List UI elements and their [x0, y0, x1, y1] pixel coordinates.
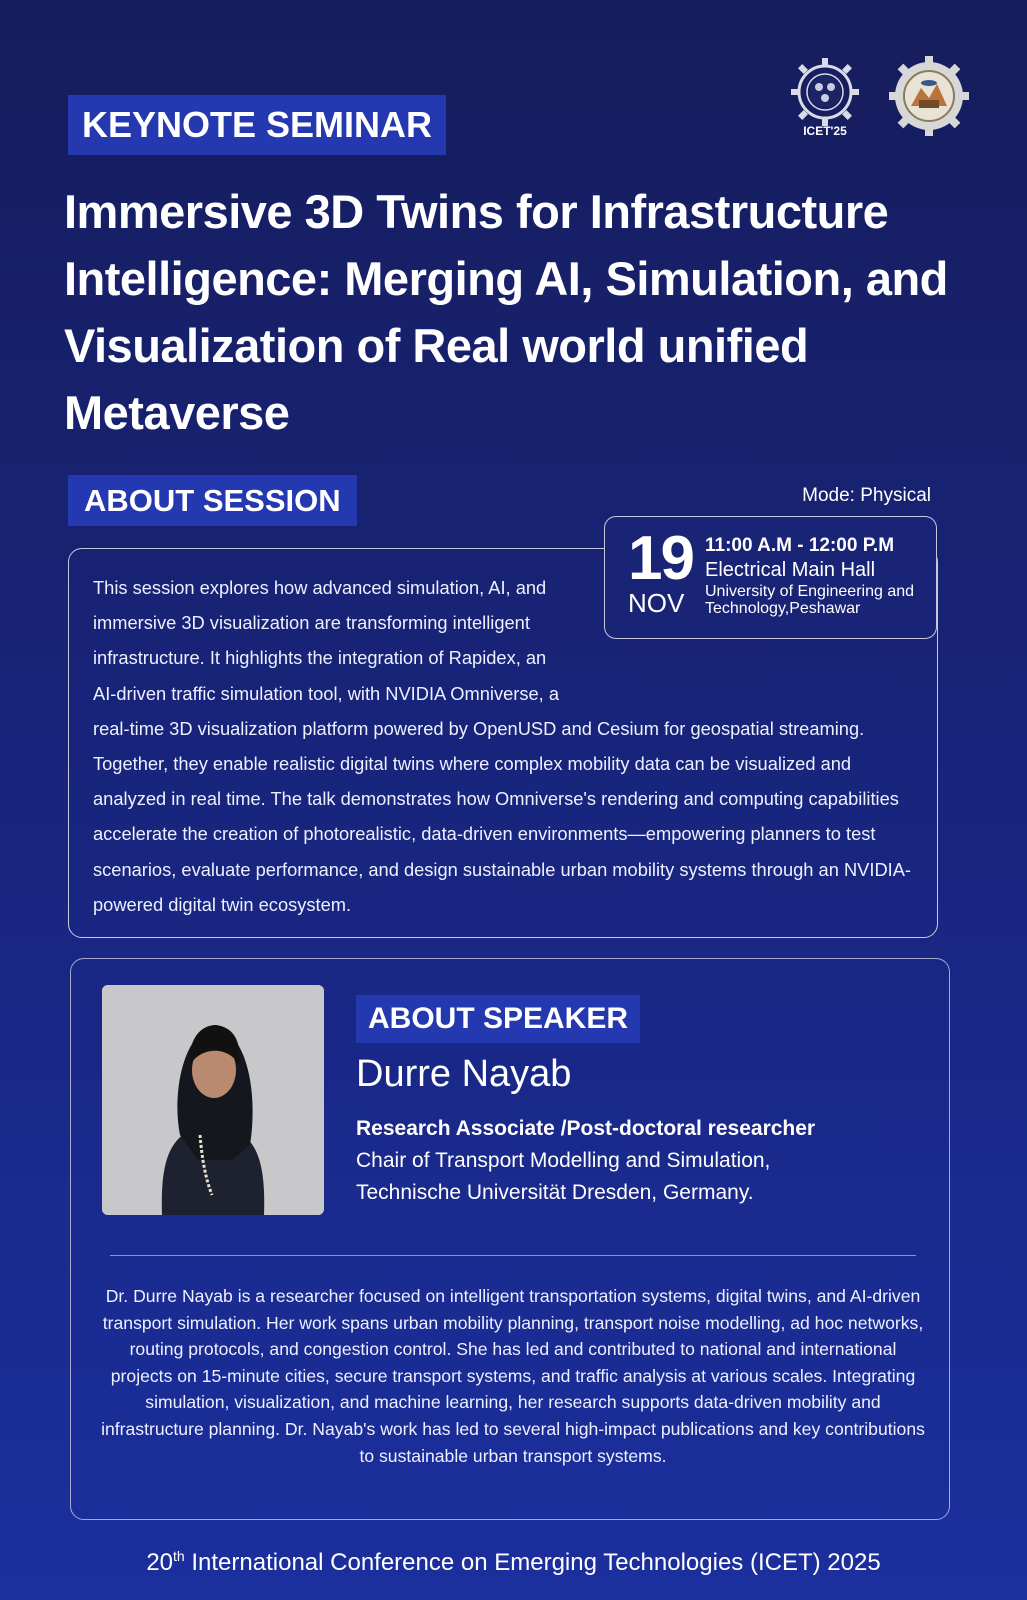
speaker-role: Research Associate /Post-doctoral researcher [356, 1117, 816, 1140]
about-speaker-tag: ABOUT SPEAKER [356, 995, 640, 1043]
speaker-chair: Chair of Transport Modelling and Simulation, [356, 1149, 771, 1172]
footer-ordinal-suffix: th [173, 1548, 185, 1564]
keynote-seminar-tag: KEYNOTE SEMINAR [68, 95, 446, 155]
about-session-tag: ABOUT SESSION [68, 475, 357, 526]
event-venue: Electrical Main Hall [705, 559, 876, 581]
conference-footer [0, 1548, 1027, 1577]
speaker-name: Durre Nayab [356, 1053, 572, 1095]
event-month: NOV [628, 588, 685, 618]
icet-gear-logo [787, 54, 863, 142]
speaker-bio: Dr. Durre Nayab is a researcher focused on intelligent transportation systems, digital twins, and AI-driven transport simulation. Her work spans urban mobility planning, transport noise modelling, ad hoc networks, routing protocols, and congestion control. She has led and contributed to national and international projects on 15-minute cities, secure transport systems, and traffic analysis at various scales. Integrating simulation, visualization, and machine learning, her research supports data-driven mobility and infrastructure planning. Dr. Nayab's work has led to several high-impact publications and key contributions to sustainable urban transport systems. [101, 1286, 925, 1466]
event-university: University of Engineering and Technology,Peshawar [705, 583, 915, 617]
event-time: 11:00 A.M - 12:00 P.M [705, 535, 895, 556]
speaker-divider [110, 1255, 916, 1256]
footer-ordinal-number: 20 [146, 1549, 174, 1576]
session-description-text: This session explores how advanced simulation, AI, and immersive 3D visualization are transforming intelligent infrastructure. It highlights the integration of Rapidex, an AI-driven traffic simulation tool, with NVIDIA Omniverse, a real-time 3D visualization platform powered by OpenUSD and Cesium for geospatial streaming. Together, they enable realistic digital twins where complex mobility data can be visualized and analyzed in real time. The talk demonstrates how Omniverse's rendering and computing capabilities accelerate the creation of photorealistic, data-driven environments—empowering planners to test scenarios, evaluate performance, and design sustainable urban mobility systems through an NVIDIA-powered digital twin ecosystem. [93, 577, 912, 915]
session-mode: Mode: Physical [802, 485, 931, 506]
footer-text: International Conference on Emerging Technologies (ICET) 2025 [184, 1549, 881, 1576]
speaker-photo [102, 985, 324, 1215]
uet-gear-logo [889, 56, 969, 136]
seminar-title: Immersive 3D Twins for Infrastructure Intelligence: Merging AI, Simulation, and Visualization of Real world unified Metaverse [64, 185, 948, 439]
icet-logo-label: ICET'25 [803, 124, 847, 138]
speaker-university: Technische Universität Dresden, Germany. [356, 1181, 754, 1204]
event-day: 19 [628, 524, 693, 593]
